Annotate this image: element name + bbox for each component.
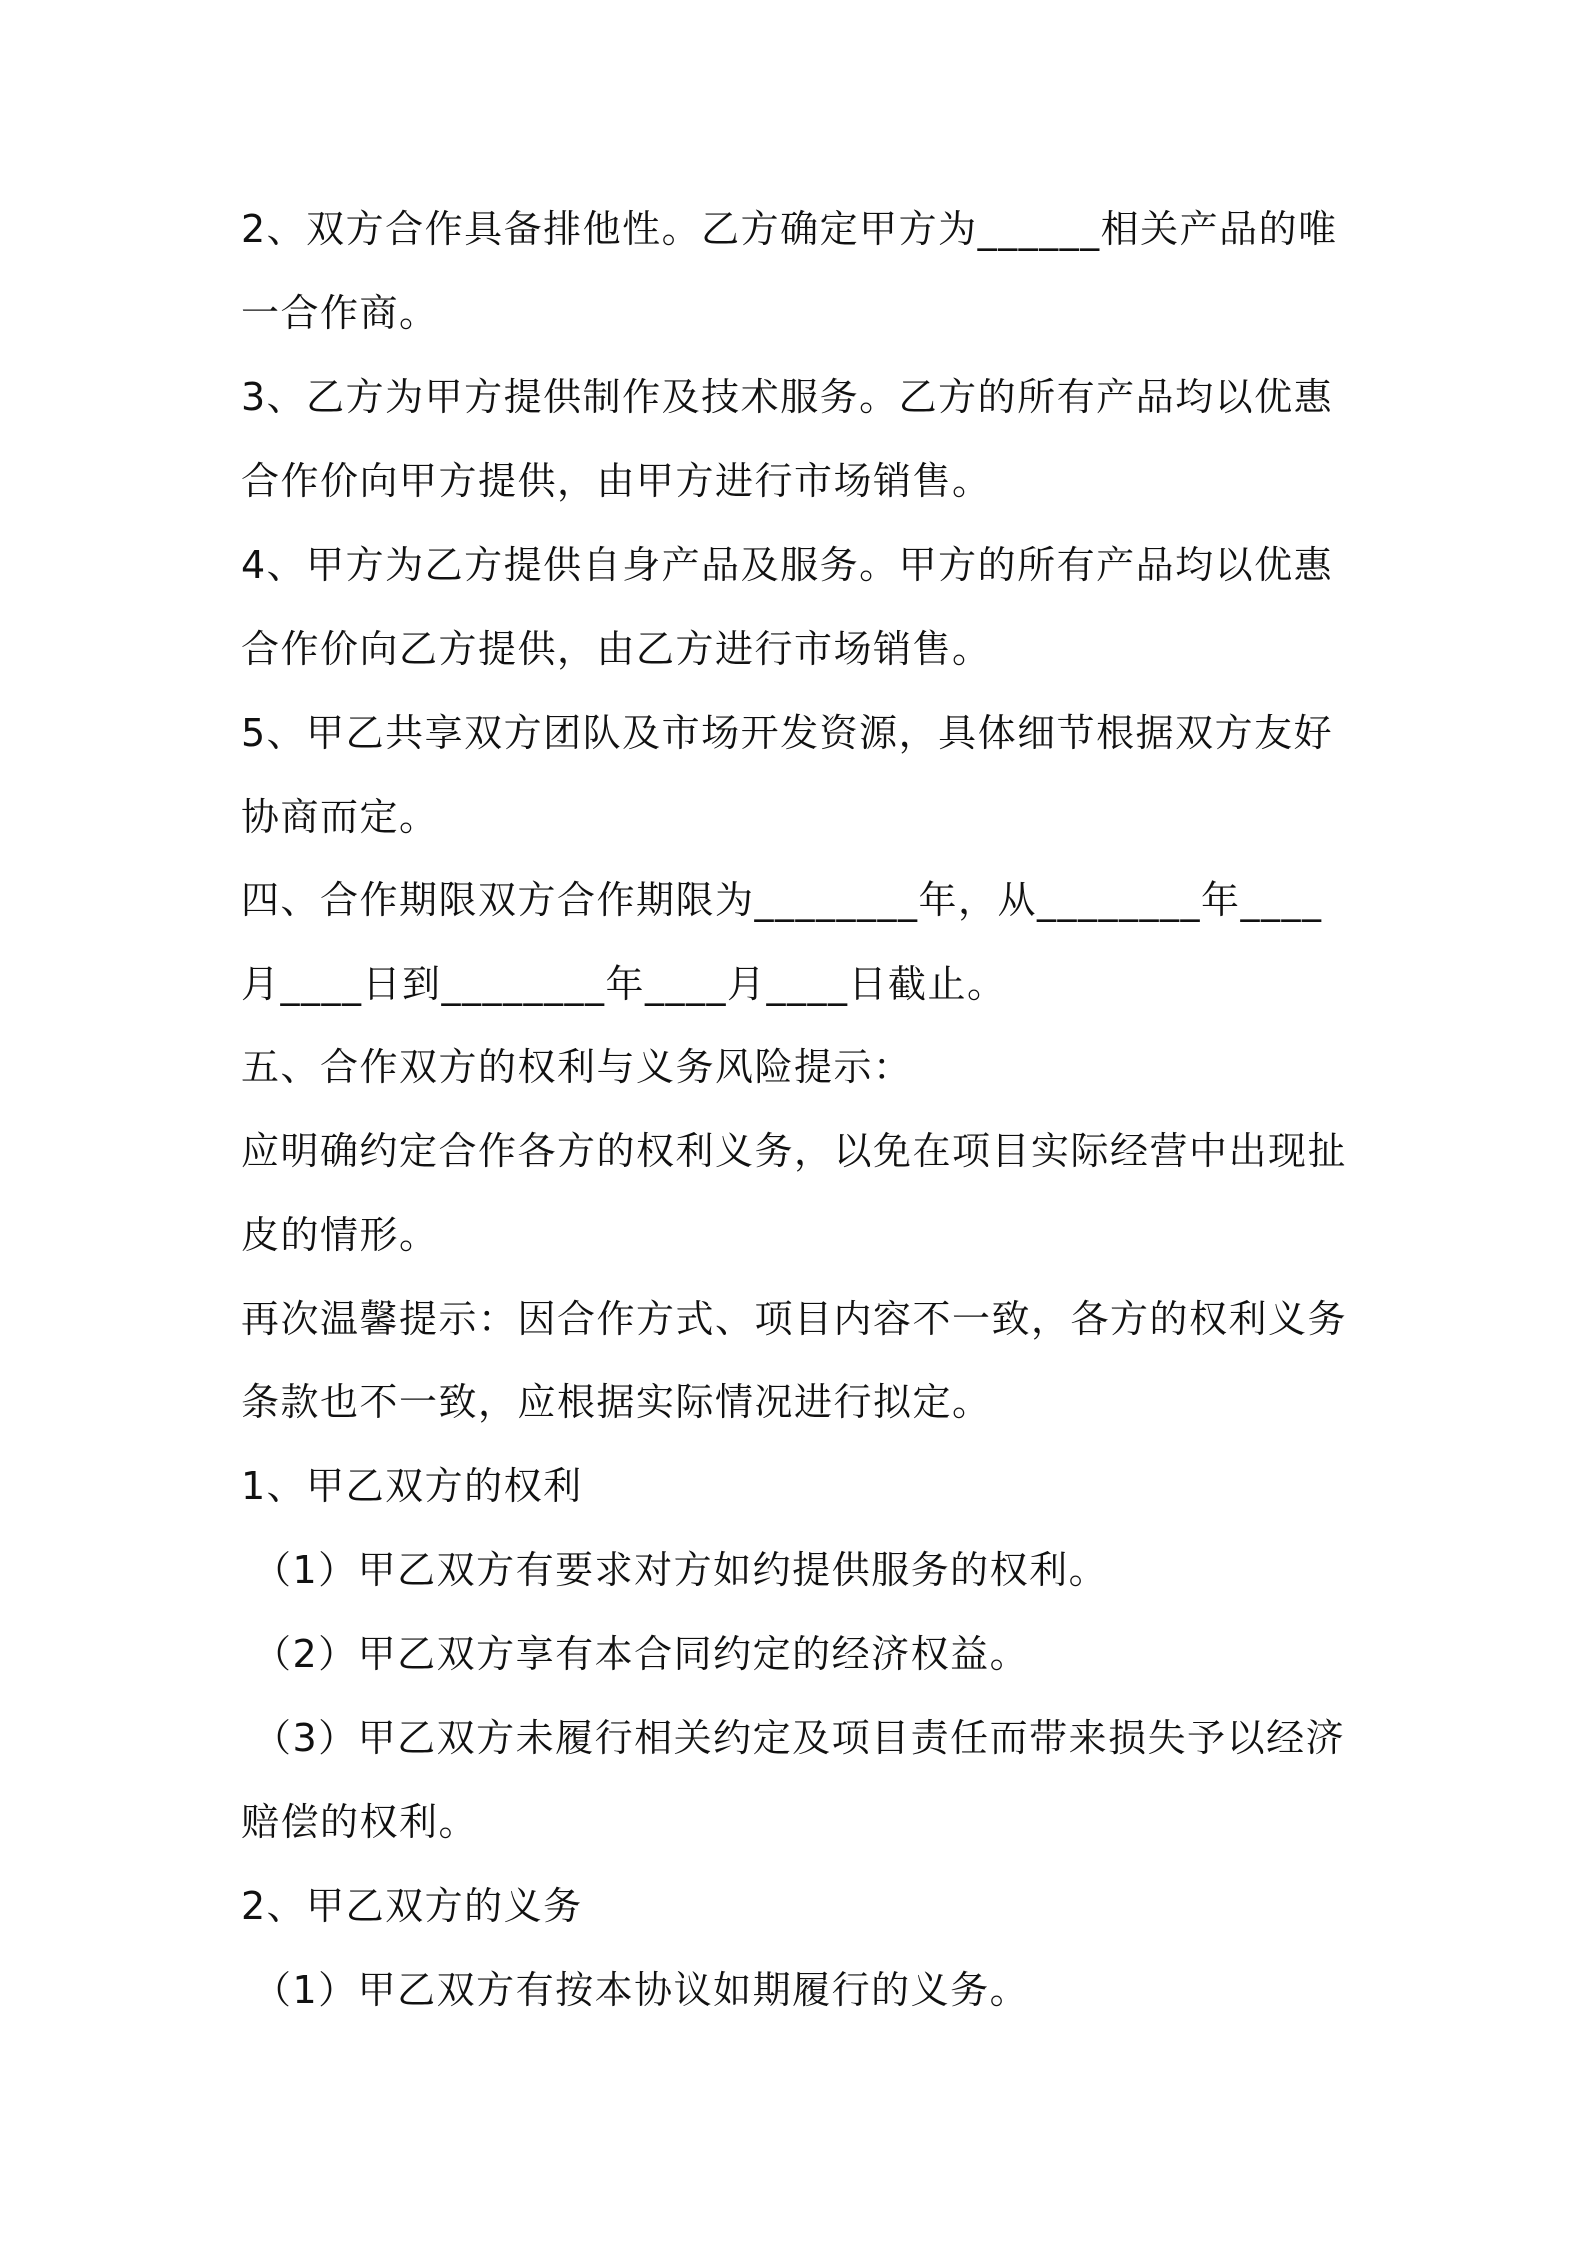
paragraph-line: 条款也不一致，应根据实际情况进行拟定。	[241, 1380, 992, 1424]
subsection-heading: 2、甲乙双方的义务	[241, 1884, 583, 1928]
list-item: （2）甲乙双方享有本合同约定的经济权益。	[253, 1632, 1030, 1676]
paragraph-line: 应明确约定合作各方的权利义务，以免在项目实际经营中出现扯	[241, 1129, 1348, 1173]
paragraph-line: 赔偿的权利。	[241, 1800, 479, 1844]
paragraph-line: 一合作商。	[241, 291, 439, 335]
paragraph-line: 皮的情形。	[241, 1213, 439, 1257]
paragraph-line: 合作价向甲方提供，由甲方进行市场销售。	[241, 459, 992, 503]
list-item: （3）甲乙双方未履行相关约定及项目责任而带来损失予以经济	[253, 1716, 1346, 1760]
paragraph-line: 再次温馨提示：因合作方式、项目内容不一致，各方的权利义务	[241, 1297, 1348, 1341]
paragraph-line: 月____日到________年____月____日截止。	[241, 962, 1007, 1006]
paragraph-line: 协商而定。	[241, 795, 439, 839]
paragraph-line: 4、甲方为乙方提供自身产品及服务。甲方的所有产品均以优惠	[241, 543, 1334, 587]
paragraph-line: 2、双方合作具备排他性。乙方确定甲方为______相关产品的唯	[241, 207, 1338, 251]
paragraph-line: 3、乙方为甲方提供制作及技术服务。乙方的所有产品均以优惠	[241, 375, 1334, 419]
list-item: （1）甲乙双方有按本协议如期履行的义务。	[253, 1968, 1030, 2012]
paragraph-line: 四、合作期限双方合作期限为________年，从________年____	[241, 878, 1323, 922]
list-item: （1）甲乙双方有要求对方如约提供服务的权利。	[253, 1548, 1109, 1592]
subsection-heading: 1、甲乙双方的权利	[241, 1464, 583, 1508]
paragraph-line: 5、甲乙共享双方团队及市场开发资源，具体细节根据双方友好	[241, 711, 1334, 755]
paragraph-line: 合作价向乙方提供，由乙方进行市场销售。	[241, 627, 992, 671]
section-heading: 五、合作双方的权利与义务风险提示：	[241, 1045, 913, 1089]
